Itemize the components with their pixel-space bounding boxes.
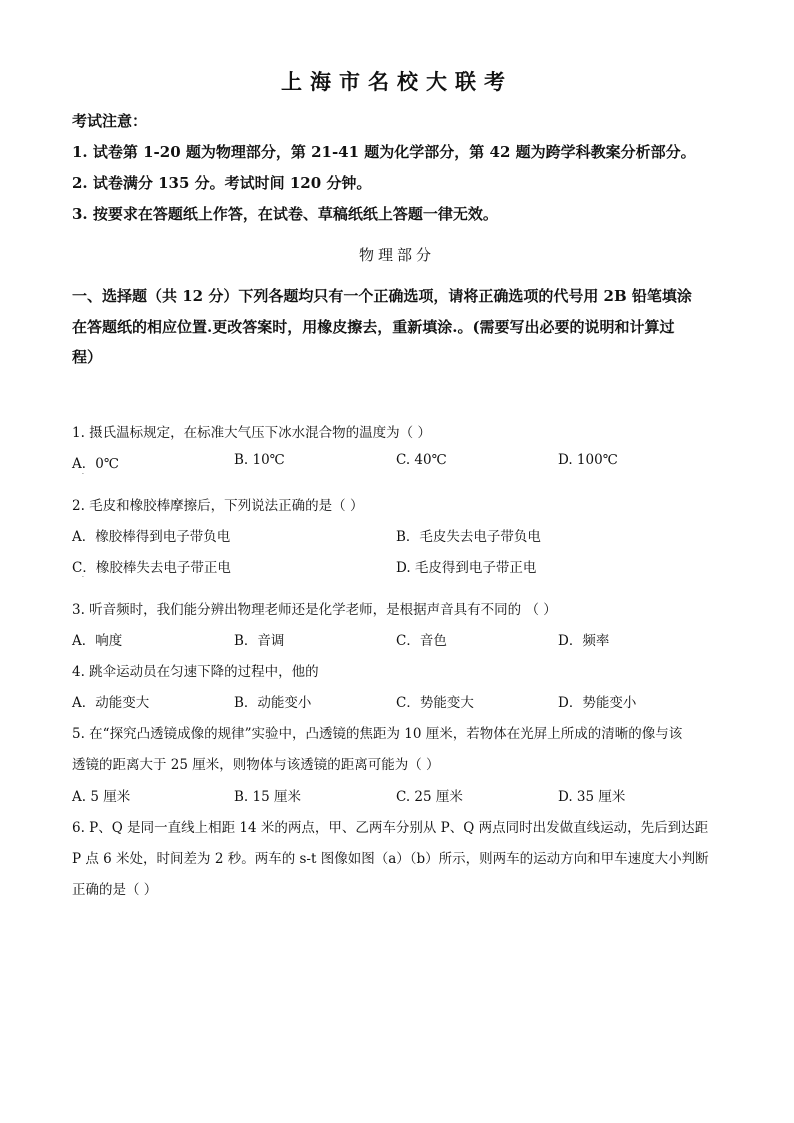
section-title: 物理部分	[358, 246, 435, 264]
question-5-option-b: B. 15 厘米	[234, 789, 301, 805]
question-3-stem: 3. 听音频时，我们能分辨出物理老师还是化学老师，是根据声音具有不同的 （ ）	[72, 602, 557, 618]
question-5-stem-line-2: 透镜的距离大于 25 厘米，则物体与该透镜的距离可能为（ ）	[72, 757, 440, 773]
notice-item-1: 1. 试卷第 1-20 题为物理部分，第 21-41 题为化学部分，第 42 题为跨学科教案分析部分。	[72, 143, 696, 161]
question-4-option-d: D．势能变小	[558, 695, 637, 711]
question-4-option-c: C．势能变大	[396, 695, 474, 711]
question-2-option-a: A．橡胶棒得到电子带负电	[72, 529, 231, 545]
question-5-stem-line-1: 5. 在“探究凸透镜成像的规律”实验中，凸透镜的焦距为 10 厘米，若物体在光屏上所成的清晰的像与该	[72, 726, 683, 742]
question-2-option-c: C．橡胶棒失去电子带正电	[72, 560, 231, 576]
question-2-option-b: B．毛皮失去电子带负电	[396, 529, 541, 545]
question-1-option-c: C. 40℃	[396, 452, 447, 468]
instruction-line-1: 一、选择题（共 12 分）下列各题均只有一个正确选项，请将正确选项的代号用 2B 铅笔填涂	[72, 287, 692, 305]
question-4-option-a: A．动能变大	[72, 695, 150, 711]
scan-dot: ·	[82, 471, 84, 478]
question-6-stem-line-3: 正确的是（ ）	[72, 882, 158, 898]
question-5-option-d: D. 35 厘米	[558, 789, 626, 805]
question-2-option-d: D. 毛皮得到电子带正电	[396, 560, 537, 576]
question-1-option-d: D. 100℃	[558, 452, 618, 468]
question-4-stem: 4. 跳伞运动员在匀速下降的过程中，他的	[72, 664, 319, 680]
notice-heading: 考试注意：	[72, 112, 148, 130]
question-6-stem-line-2: P 点 6 米处，时间差为 2 秒。两车的 s-t 图像如图（a）（b）所示，则两车的运动方向和甲车速度大小判断	[72, 851, 709, 867]
question-5-option-c: C. 25 厘米	[396, 789, 463, 805]
page-title: 上海市名校大联考	[281, 69, 513, 94]
question-3-option-b: B．音调	[234, 633, 285, 649]
question-3-option-a: A．响度	[72, 633, 123, 649]
scan-dot: ·	[82, 574, 84, 581]
question-4-option-b: B．动能变小	[234, 695, 312, 711]
question-1-option-a: A．0℃	[72, 456, 119, 472]
question-2-stem: 2. 毛皮和橡胶棒摩擦后，下列说法正确的是（ ）	[72, 498, 364, 514]
question-3-option-c: C．音色	[396, 633, 447, 649]
notice-item-2: 2. 试卷满分 135 分。考试时间 120 分钟。	[72, 174, 372, 192]
question-1-option-b: B. 10℃	[234, 452, 285, 468]
question-1-stem: 1. 摄氏温标规定，在标准大气压下冰水混合物的温度为（ ）	[72, 425, 431, 441]
instruction-line-2: 在答题纸的相应位置.更改答案时，用橡皮擦去，重新填涂.。(需要写出必要的说明和计算过	[72, 318, 675, 336]
instruction-line-3: 程）	[72, 348, 103, 366]
question-5-option-a: A. 5 厘米	[72, 789, 131, 805]
notice-item-3: 3. 按要求在答题纸上作答，在试卷、草稿纸纸上答题一律无效。	[72, 205, 498, 223]
question-3-option-d: D．频率	[558, 633, 610, 649]
question-6-stem-line-1: 6. P、Q 是同一直线上相距 14 米的两点，甲、乙两车分别从 P、Q 两点同时出发做直线运动，先后到达距	[72, 820, 709, 836]
